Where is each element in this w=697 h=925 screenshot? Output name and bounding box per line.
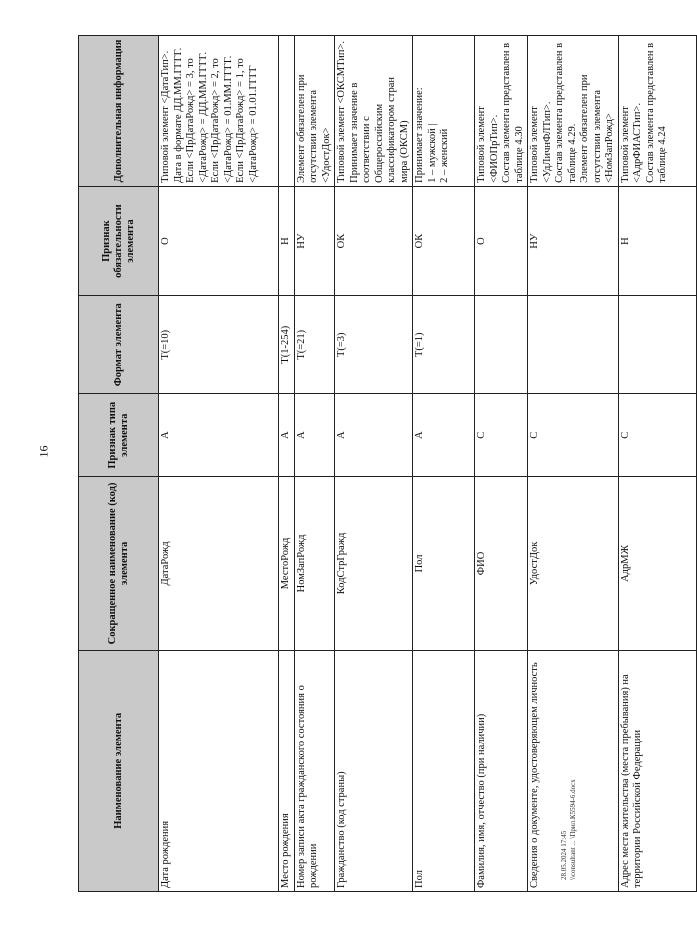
cell-required: НУ bbox=[528, 186, 619, 295]
cell-type: А bbox=[335, 394, 413, 477]
cell-code: УдостДок bbox=[528, 477, 619, 650]
cell-name: Пол bbox=[413, 650, 475, 891]
cell-type: С bbox=[528, 394, 619, 477]
cell-info bbox=[159, 36, 279, 187]
table-row bbox=[528, 36, 619, 892]
cell-format: Т(=10) bbox=[159, 296, 279, 394]
table-row bbox=[413, 36, 475, 892]
info-line: 2 – женский bbox=[439, 128, 450, 183]
cell-name: Гражданство (код страны) bbox=[335, 650, 413, 891]
info-line: Состав элемента представлен в таблице 4.24 bbox=[644, 42, 668, 183]
info-line: <НомЗапРожд> bbox=[604, 113, 615, 183]
cell-name: Фамилия, имя, отчество (при наличии) bbox=[475, 650, 528, 891]
cell-required: НУ bbox=[294, 186, 335, 295]
table-row bbox=[279, 36, 295, 892]
table-row bbox=[335, 36, 413, 892]
footer-line: 28.05.2024 17:45 bbox=[560, 830, 568, 880]
info-line: Элемент обязателен при отсутствии элемента bbox=[295, 74, 319, 183]
cell-name: Место рождения bbox=[279, 650, 295, 891]
info-line: Дата в формате ДД.ММ.ГГГГ. bbox=[172, 47, 184, 183]
header-type: Признак типа элемента bbox=[79, 394, 159, 477]
cell-info bbox=[618, 36, 696, 187]
info-line: Элемент обязателен при отсутствии элемента bbox=[579, 74, 603, 183]
info-line: <ДатаРожд> = 01.ММ.ГГГГ. bbox=[222, 55, 234, 183]
footer-line: \\consultant ... \Прил.К5594-6.docx bbox=[569, 779, 577, 880]
cell-code: ДатаРожд bbox=[159, 477, 279, 650]
cell-format: Т(=3) bbox=[335, 296, 413, 394]
cell-format: Т(=21) bbox=[294, 296, 335, 394]
cell-info bbox=[279, 36, 295, 187]
table-row bbox=[294, 36, 335, 892]
info-line: <ДатаРожд> = 01.01.ГГГГ bbox=[247, 65, 259, 183]
info-line: <УдостДок> bbox=[320, 127, 332, 183]
cell-code: АдрМЖ bbox=[618, 477, 696, 650]
cell-format: Т(=1) bbox=[413, 296, 475, 394]
cell-code: НомЗапРожд bbox=[294, 477, 335, 650]
header-required: Признак обязательности элемента bbox=[79, 186, 159, 295]
info-line: мира (ОКСМ) bbox=[398, 120, 410, 183]
cell-format: Т(1-254) bbox=[279, 296, 295, 394]
cell-required: ОК bbox=[413, 186, 475, 295]
info-line: Типовой элемент <ФИОПрТип>. bbox=[476, 106, 500, 183]
cell-code: ФИО bbox=[475, 477, 528, 650]
cell-name: Номер записи акта гражданского состояния о рождении bbox=[294, 650, 335, 891]
cell-info bbox=[335, 36, 413, 187]
info-line: Принимает значение в соответствии с bbox=[348, 82, 372, 183]
info-line: Состав элемента представлен в таблице 4.29. bbox=[554, 42, 578, 183]
info-line: Если <ПрДатаРожд> = 2, то bbox=[210, 58, 221, 183]
table-row bbox=[618, 36, 696, 892]
cell-code: Пол bbox=[413, 477, 475, 650]
info-line: Типовой элемент <ОКСМТип>. bbox=[336, 40, 347, 183]
cell-name: Сведения о документе, удостоверяющем личность bbox=[528, 650, 619, 891]
cell-name: Дата рождения bbox=[159, 650, 279, 891]
info-line: Типовой элемент <АдрФИАСТип>. bbox=[619, 102, 643, 183]
elements-table bbox=[78, 35, 697, 892]
cell-required: О bbox=[475, 186, 528, 295]
info-line: Если <ПрДатаРожд> = 3, то bbox=[185, 58, 196, 183]
cell-type: А bbox=[294, 394, 335, 477]
header-info: Дополнительная информация bbox=[79, 36, 159, 187]
cell-format bbox=[475, 296, 528, 394]
header-format: Формат элемента bbox=[79, 296, 159, 394]
cell-info bbox=[475, 36, 528, 187]
cell-format bbox=[528, 296, 619, 394]
header-code: Сокращенное наименование (код) элемента bbox=[79, 477, 159, 650]
page-number: 16 bbox=[36, 445, 51, 458]
info-line: Состав элемента представлен в таблице 4.30 bbox=[501, 42, 525, 183]
cell-required: Н bbox=[279, 186, 295, 295]
cell-required: Н bbox=[618, 186, 696, 295]
info-line: Принимает значение: bbox=[414, 87, 425, 183]
cell-required: ОК bbox=[335, 186, 413, 295]
header-name: Наименование элемента bbox=[79, 650, 159, 891]
cell-type: А bbox=[413, 394, 475, 477]
cell-type: А bbox=[279, 394, 295, 477]
info-line: Если <ПрДатаРожд> = 1, то bbox=[235, 58, 246, 183]
cell-code: МестоРожд bbox=[279, 477, 295, 650]
cell-info bbox=[294, 36, 335, 187]
info-line: Типовой элемент <ДатаТип>. bbox=[160, 50, 171, 183]
cell-code: КодСтрГражд bbox=[335, 477, 413, 650]
info-line: Общероссийским классификатором стран bbox=[373, 77, 397, 183]
cell-type: С bbox=[618, 394, 696, 477]
table-row bbox=[159, 36, 279, 892]
cell-format bbox=[618, 296, 696, 394]
table-row bbox=[475, 36, 528, 892]
cell-name: Адрес места жительства (места пребывания) на территории Российской Федерации bbox=[618, 650, 696, 891]
info-line: Типовой элемент <УдЛичнФЛТип>. bbox=[529, 101, 553, 183]
info-line: <ДатаРожд> = ДД.ММ.ГГГГ. bbox=[197, 51, 209, 183]
cell-info bbox=[528, 36, 619, 187]
cell-required: О bbox=[159, 186, 279, 295]
cell-info bbox=[413, 36, 475, 187]
info-line: 1 – мужской | bbox=[426, 123, 438, 183]
cell-type: С bbox=[475, 394, 528, 477]
cell-type: А bbox=[159, 394, 279, 477]
